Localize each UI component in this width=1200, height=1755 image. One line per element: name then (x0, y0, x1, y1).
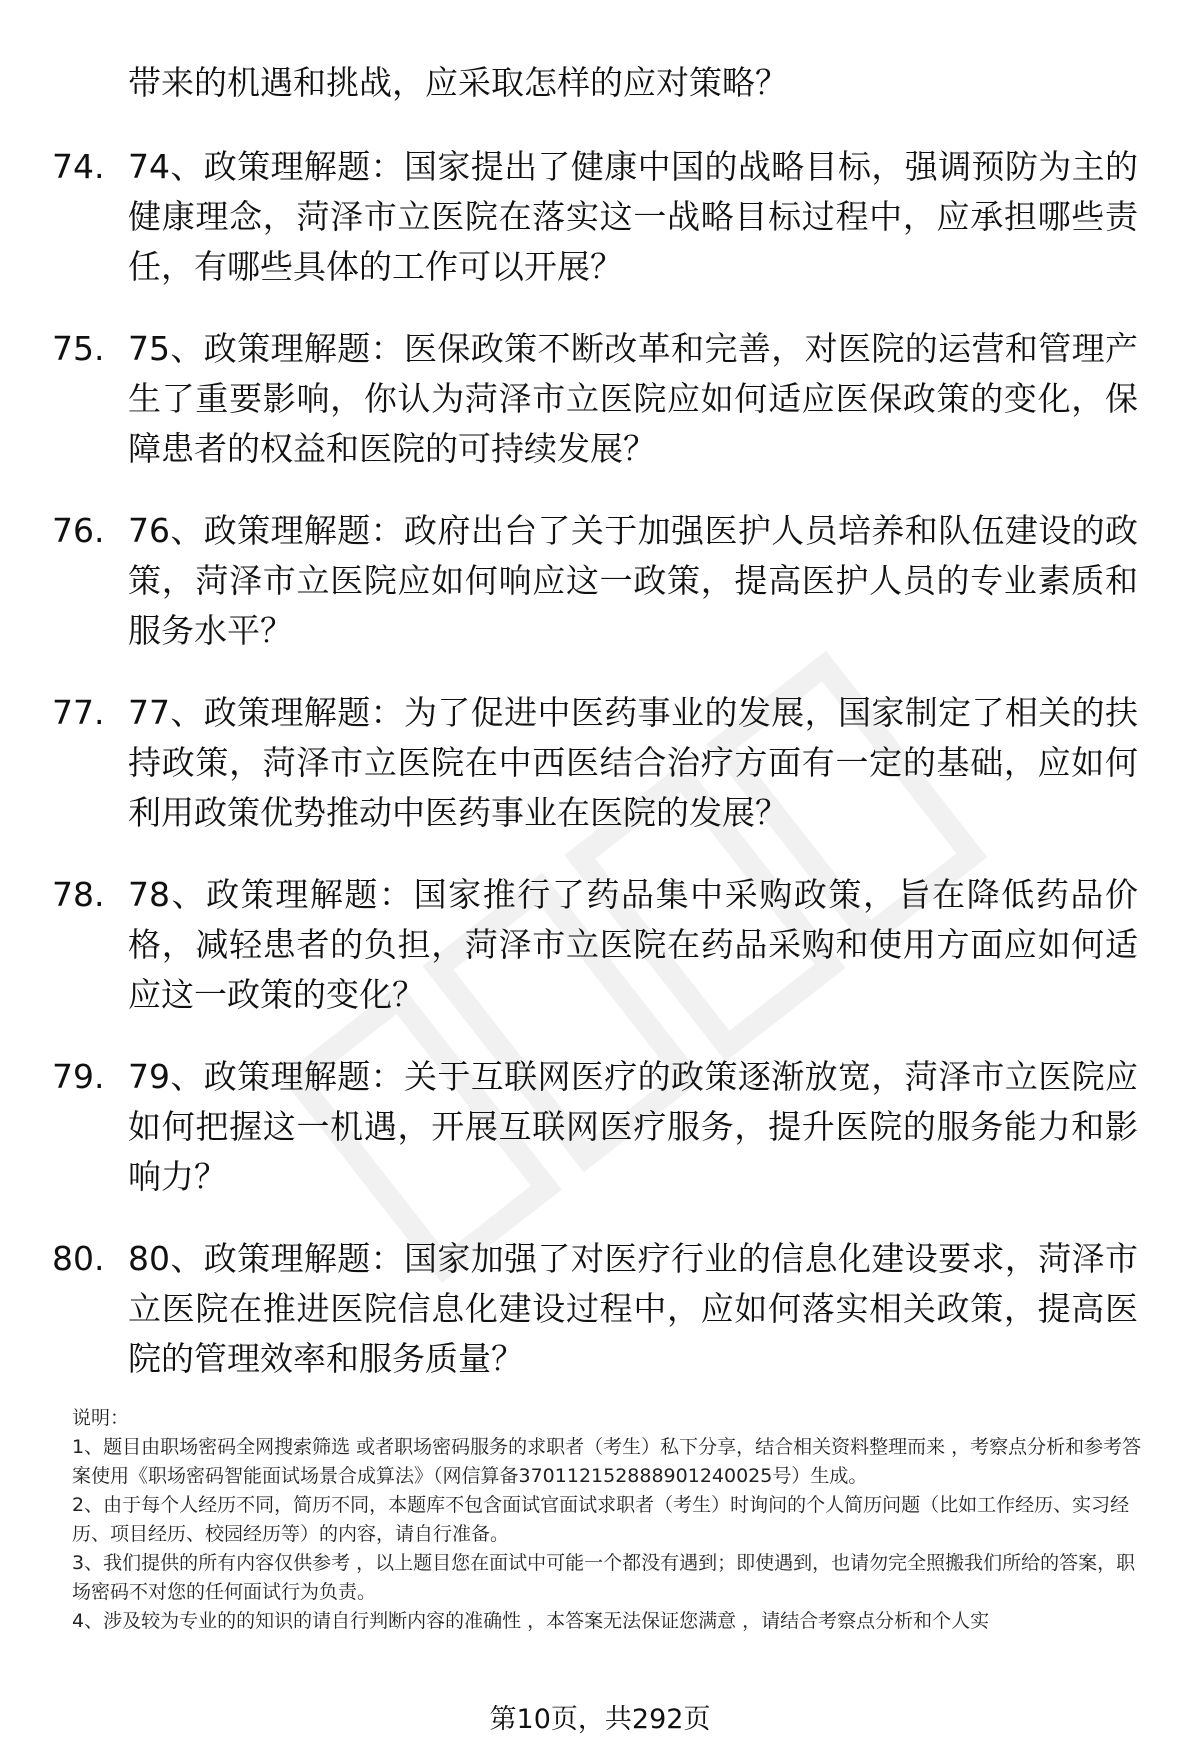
question-list (0, 142, 1200, 1416)
question-text: 76、政策理解题：政府出台了关于加强医护人员培养和队伍建设的政策，菏泽市立医院应如何响应这一政策，提高医护人员的专业素质和服务水平？ (128, 511, 1138, 650)
question-text: 74、政策理解题：国家提出了健康中国的战略目标，强调预防为主的健康理念，菏泽市立医院在落实这一战略目标过程中，应承担哪些责任，有哪些具体的工作可以开展？ (128, 147, 1138, 286)
question-item (0, 1052, 1200, 1234)
question-item (0, 142, 1200, 324)
question-number: 78. (52, 875, 105, 914)
question-item (0, 324, 1200, 506)
question-item (0, 688, 1200, 870)
question-number: 79. (52, 1057, 105, 1096)
question-text: 75、政策理解题：医保政策不断改革和完善，对医院的运营和管理产生了重要影响，你认为菏泽市立医院应如何适应医保政策的变化，保障患者的权益和医院的可持续发展？ (128, 329, 1138, 468)
notes-item: 4、涉及较为专业的的知识的请自行判断内容的准确性 ，本答案无法保证您满意 ，请结合考察点分析和个人实 (72, 1610, 990, 1632)
question-text: 79、政策理解题：关于互联网医疗的政策逐渐放宽，菏泽市立医院应如何把握这一机遇，开展互联网医疗服务，提升医院的服务能力和影响力？ (128, 1057, 1138, 1196)
question-item (0, 506, 1200, 688)
question-text: 80、政策理解题：国家加强了对医疗行业的信息化建设要求，菏泽市立医院在推进医院信息化建设过程中，应如何落实相关政策，提高医院的管理效率和服务质量？ (128, 1239, 1138, 1378)
notes-heading: 说明： (72, 1407, 130, 1429)
question-number: 75. (52, 329, 105, 368)
question-number: 80. (52, 1239, 105, 1278)
question-number: 74. (52, 147, 105, 186)
notes-item: 1、题目由职场密码全网搜索筛选 或者职场密码服务的求职者（考生）私下分享，结合相关资料整理而来 ，考察点分析和参考答案使用《职场密码智能面试场景合成算法》（网信算备370112152888901240025号）生成。 (72, 1436, 1142, 1487)
notes-item: 3、我们提供的所有内容仅供参考 ，以上题目您在面试中可能一个都没有遇到；即使遇到，也请勿完全照搬我们所给的答案，职场密码不对您的任何面试行为负责。 (72, 1552, 1136, 1603)
continuation-text: 带来的机遇和挑战，应采取怎样的应对策略？ (128, 63, 788, 102)
question-item (0, 870, 1200, 1052)
notes-section (72, 1404, 1152, 1636)
question-item (0, 1234, 1200, 1416)
question-text: 77、政策理解题：为了促进中医药事业的发展，国家制定了相关的扶持政策，菏泽市立医院在中西医结合治疗方面有一定的基础，应如何利用政策优势推动中医药事业在医院的发展？ (128, 693, 1138, 832)
question-number: 77. (52, 693, 105, 732)
question-number: 76. (52, 511, 105, 550)
page-number-footer: 第10页，共292页 (489, 1704, 711, 1735)
question-text: 78、政策理解题：国家推行了药品集中采购政策，旨在降低药品价格，减轻患者的负担，菏泽市立医院在药品采购和使用方面应如何适应这一政策的变化？ (128, 875, 1138, 1014)
notes-item: 2、由于每个人经历不同，简历不同，本题库不包含面试官面试求职者（考生）时询问的个人简历问题（比如工作经历、实习经历、项目经历、校园经历等）的内容，请自行准备。 (72, 1494, 1130, 1545)
